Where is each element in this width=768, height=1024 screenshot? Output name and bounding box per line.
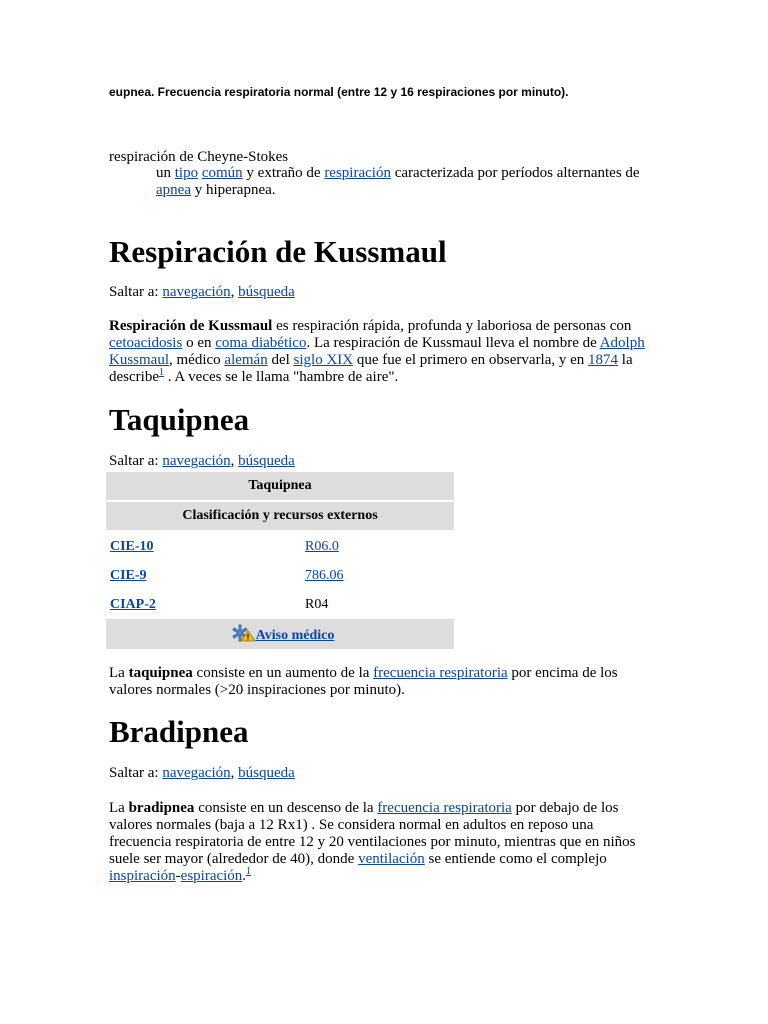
link-navegacion[interactable]: navegación	[162, 284, 231, 300]
reference-link[interactable]: 1	[158, 367, 164, 378]
bradipnea-paragraph	[109, 800, 649, 885]
link-tipo[interactable]: tipo	[174, 165, 199, 181]
infobox-subtitle: Clasificación y recursos externos	[106, 501, 454, 531]
link-busqueda[interactable]: búsqueda	[238, 453, 295, 469]
link-cetoacidosis[interactable]: cetoacidosis	[109, 335, 183, 351]
text: .	[242, 868, 247, 884]
skip-label: Saltar a:	[109, 765, 163, 781]
infobox-taquipnea	[106, 472, 454, 649]
text: ,	[230, 284, 239, 300]
text: y hiperapnea.	[190, 182, 276, 198]
text: por encima de los valores normales (>20 inspiraciones por minuto).	[109, 665, 618, 698]
text: ,	[230, 453, 239, 469]
skip-links-bradipnea	[109, 765, 295, 782]
text: se entiende como el complejo	[424, 851, 607, 867]
link-espiracion[interactable]: espiración	[180, 868, 243, 884]
infobox-row	[106, 531, 454, 561]
text: , médico	[169, 352, 225, 368]
infobox-title: Taquipnea	[106, 472, 454, 501]
text: por debajo de los valores normales (baja a 12 Rx1) . Se considera normal en adultos en reposo una frecuencia respiratoria de entre 12 y 20 ventilaciones por minuto, mientras que en niños suele ser mayor (alrededor de 40), donde	[109, 800, 636, 867]
link-cie-10[interactable]: CIE-10	[110, 538, 154, 554]
taquipnea-paragraph	[109, 665, 649, 699]
skip-label: Saltar a:	[109, 453, 163, 469]
text: -	[175, 868, 181, 884]
term-bold: bradipnea	[128, 800, 195, 816]
text: . A veces se le llama "hambre de aire".	[163, 369, 399, 385]
ciap-2-value: R04	[305, 596, 329, 612]
reference-link[interactable]: 1	[246, 866, 252, 877]
link-comun[interactable]: común	[201, 165, 243, 181]
link-ventilacion[interactable]: ventilación	[358, 851, 425, 867]
text: caracterizada por períodos alternantes de	[390, 165, 640, 181]
text: o en	[182, 335, 216, 351]
text: la describe	[109, 352, 633, 385]
text: La	[109, 665, 129, 681]
skip-links-taquipnea	[109, 453, 295, 470]
link-1874[interactable]: 1874	[588, 352, 619, 368]
link-adolph-kussmaul[interactable]: Adolph Kussmaul	[109, 335, 645, 368]
link-navegacion[interactable]: navegación	[162, 765, 231, 781]
text: que fue el primero en observarla, y en	[353, 352, 589, 368]
kussmaul-paragraph	[109, 318, 649, 386]
link-cie-9[interactable]: CIE-9	[110, 567, 147, 583]
heading-bradipnea: Bradipnea	[109, 714, 249, 749]
link-busqueda[interactable]: búsqueda	[238, 765, 295, 781]
heading-kussmaul: Respiración de Kussmaul	[109, 234, 447, 269]
heading-taquipnea: Taquipnea	[109, 402, 250, 437]
link-frecuencia-respiratoria[interactable]: frecuencia respiratoria	[377, 800, 512, 816]
infobox-row	[106, 590, 454, 619]
link-frecuencia-respiratoria[interactable]: frecuencia respiratoria	[373, 665, 508, 681]
skip-links-kussmaul	[109, 284, 295, 301]
text: consiste en un descenso de la	[194, 800, 378, 816]
link-inspiracion[interactable]: inspiración	[109, 868, 176, 884]
text: un	[156, 165, 175, 181]
text: es respiración rápida, profunda y laboriosa de personas con	[272, 318, 632, 334]
skip-label: Saltar a:	[109, 284, 163, 300]
link-navegacion[interactable]: navegación	[162, 453, 231, 469]
link-apnea[interactable]: apnea	[156, 182, 191, 198]
text: y extraño de	[242, 165, 325, 181]
link-aleman[interactable]: alemán	[224, 352, 268, 368]
cheyne-stokes-term: respiración de Cheyne-Stokes	[109, 149, 289, 165]
medical-notice	[106, 619, 454, 649]
infobox-row	[106, 561, 454, 590]
eupnea-note: eupnea. Frecuencia respiratoria normal (entre 12 y 16 respiraciones por minuto).	[109, 85, 569, 99]
cheyne-stokes-definition	[156, 165, 656, 199]
text: La	[109, 800, 129, 816]
link-respiracion[interactable]: respiración	[324, 165, 391, 181]
link-r06-0[interactable]: R06.0	[305, 538, 339, 554]
text: . La respiración de Kussmaul lleva el nombre de	[306, 335, 600, 351]
link-busqueda[interactable]: búsqueda	[238, 284, 295, 300]
link-786-06[interactable]: 786.06	[305, 567, 344, 583]
text: consiste en un aumento de la	[192, 665, 374, 681]
term-bold: Respiración de Kussmaul	[109, 318, 273, 334]
text: ,	[230, 765, 239, 781]
link-aviso-medico[interactable]: Aviso médico	[255, 628, 335, 643]
term-bold: taquipnea	[128, 665, 193, 681]
link-coma-diabetico[interactable]: coma diabético	[215, 335, 307, 351]
link-siglo-xix[interactable]: siglo XIX	[293, 352, 354, 368]
text: del	[267, 352, 294, 368]
link-ciap-2[interactable]: CIAP-2	[110, 596, 156, 612]
medical-warning-icon	[230, 624, 256, 642]
